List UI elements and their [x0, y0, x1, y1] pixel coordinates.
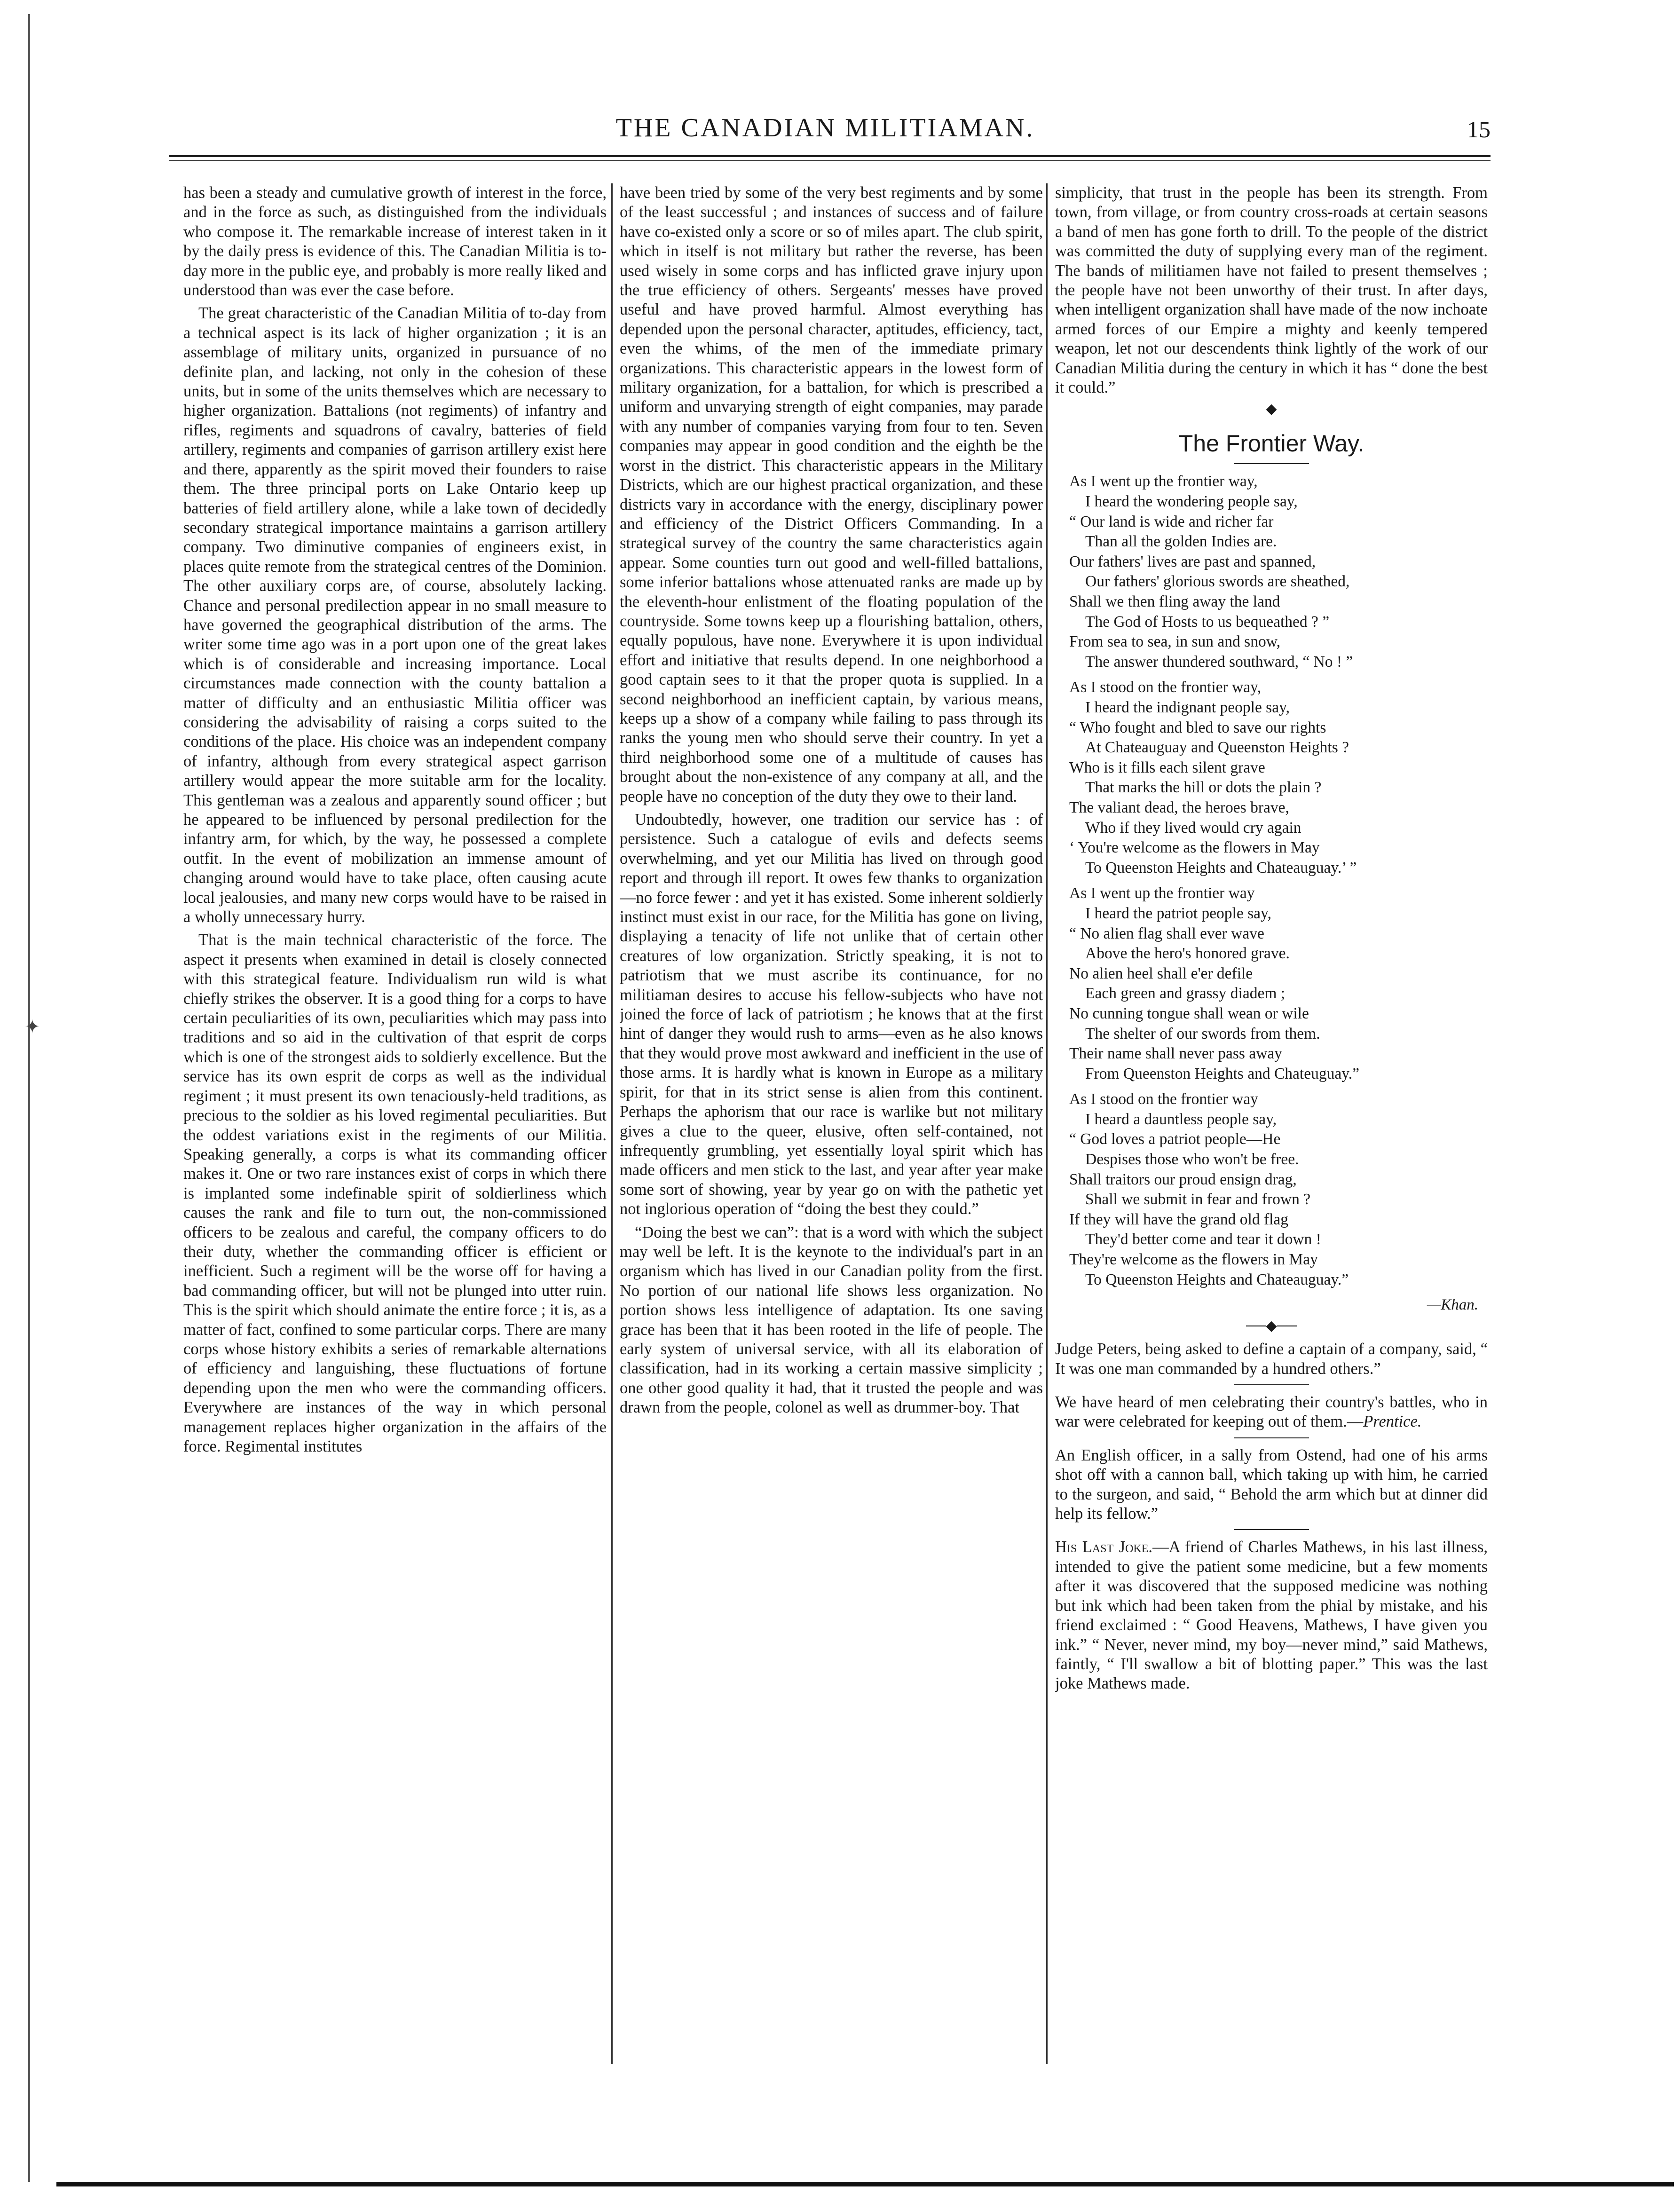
poem-line: I heard a dauntless people say,	[1085, 1110, 1277, 1128]
poem-line: They're welcome as the flowers in May	[1069, 1251, 1318, 1269]
poem-line: No cunning tongue shall wean or wile	[1069, 1004, 1309, 1022]
paragraph: The great characteristic of the Canadian Militia of to-day from a technical aspect is its lack of higher organization ; it is an assemblage of military units, organized in pursuance of no definite plan, and lacking, not only in the cohesion of these units, but in some of the units themselves which are necessary to higher organization. Battalions (not regiments) of infantry and rifles, regiments and squadrons of cavalry, batteries of field artillery, regiments and companies of garrison artillery exist here and there, apparently as the spirit moved their founders to raise them. The three principal ports on Lake Ontario keep up batteries of field artillery alone, while a lake town of decidedly secondary strategical importance maintains a garrison artillery company. Two diminutive companies of engineers exist, in places quite remote from the strategical centres of the Dominion. The other auxiliary corps are, of course, absolutely lacking. Chance and personal predilection appear in no small measure to have governed the geographical distribution of the arms. The writer some time ago was in a port upon one of the great lakes which is of considerable and increasing importance. Local circumstances made connection with the county battalion a matter of difficulty and an enthusiastic Militia officer was considering the advisability of raising a corps suited to the conditions of the place. His choice was an independent company of infantry, although from every strategical aspect garrison artillery would appear the more suitable arm for the locality. This gentleman was a zealous and apparently sound officer ; but he appeared to be influenced by personal predilection for the infantry arm, for which, by the way, he possessed a complete outfit. In the event of mobilization an immense amount of changing around would have to take place, often causing acute local jealousies, and many new corps would have to be raised in a wholly unnecessary hurry.	[183, 304, 607, 926]
header-rule	[169, 155, 1491, 161]
anecdote-prentice	[1055, 1393, 1488, 1432]
poem-author: —Khan.	[1427, 1296, 1478, 1314]
poem-line: That marks the hill or dots the plain ?	[1085, 779, 1322, 797]
poem-line: From sea to sea, in sun and snow,	[1069, 633, 1281, 651]
poem-line: “ God loves a patriot people—He	[1069, 1130, 1281, 1148]
poem-stanza	[1069, 884, 1488, 1084]
poem-stanzas	[1055, 472, 1488, 1290]
poem-line: Each green and grassy diadem ;	[1085, 985, 1286, 1002]
anecdote-heading: His Last Joke.	[1055, 1538, 1153, 1556]
poem-line: From Queenston Heights and Chateuguay.”	[1085, 1065, 1360, 1082]
article-column-3	[1055, 183, 1488, 2064]
section-ornament: ◆	[1266, 401, 1277, 417]
column-rule	[1046, 183, 1048, 2064]
poem	[1055, 429, 1488, 1314]
poem-line: “ Our land is wide and richer far	[1069, 513, 1274, 530]
title-rule	[1234, 463, 1309, 464]
poem-line: Above the hero's honored grave.	[1085, 945, 1290, 963]
separator-rule	[1234, 1384, 1309, 1385]
paragraph: has been a steady and cumulative growth of interest in the force, and in the force as such, as distinguished from the individuals who compose it. The remarkable increase of interest taken in it by the daily press is evidence of this. The Canadian Militia is to-day more in the public eye, and probably is more really liked and understood than was ever the case before.	[183, 184, 607, 300]
poem-line: ‘ You're welcome as the flowers in May	[1069, 839, 1320, 857]
footer-rule	[56, 2182, 1674, 2186]
page-edge-shadow	[28, 14, 30, 2182]
poem-line: I heard the indignant people say,	[1085, 699, 1290, 716]
poem-line: They'd better come and tear it down !	[1085, 1231, 1321, 1248]
page-number: 15	[1467, 116, 1491, 142]
poem-line: I heard the patriot people say,	[1085, 904, 1271, 922]
poem-line: Shall we submit in fear and frown ?	[1085, 1191, 1311, 1208]
anecdote-english-officer: An English officer, in a sally from Ostend, had one of his arms shot off with a cannon ball, which taking up with him, he carried to the surgeon, and said, “ Behold the arm which but at dinner did help its fellow.”	[1055, 1446, 1488, 1523]
anecdote-text: —A friend of Charles Mathews, in his last illness, intended to give the patient some medicine, but a few moments after it was discovered that the supposed medicine was nothing but ink which had been taken from the phial by mistake, and his friend exclaimed : “ Good Heavens, Mathews, I have given you ink.” “ Never, never mind, my boy—never mind,” said Mathews, faintly, “ I'll swallow a bit of blotting paper.” This was the last joke Mathews made.	[1055, 1538, 1488, 1693]
poem-line: Our fathers' lives are past and spanned,	[1069, 552, 1316, 570]
poem-line: I heard the wondering people say,	[1085, 493, 1298, 511]
poem-line: As I stood on the frontier way	[1069, 1090, 1258, 1108]
poem-line: The shelter of our swords from them.	[1085, 1025, 1320, 1042]
paragraph: have been tried by some of the very best regiments and by some of the least successful ; and instances of success and of failure have co-existed only a score or so of miles apart. The club spirit, which in itself is not military but rather the reverse, has been used wisely in some corps and has inflicted grave injury upon the true efficiency of others. Sergeants' messes have proved useful and have proved harmful. Almost everything has depended upon the personal character, aptitudes, efficiency, tact, even the whims, of the men of the immediate primary organizations. This characteristic appears in the lowest form of military organization, for a battalion, for which is prescribed a uniform and unvarying strength of eight companies, may parade with any number of companies varying from four to ten. Seven companies may appear in good condition and the eighth be the worst in the district. This characteristic appears in the Military Districts, which are our highest practical organization, and these districts vary in accordance with the energy, disciplinary power and efficiency of the District Officers Commanding. In a strategical survey of the country the same characteristics again appear. Some counties turn out good and well-filled battalions, some inferior battalions whose attenuated ranks are made up by the eleventh-hour enlistment of the floating population of the countryside. Some towns keep up a flourishing battalion, others, equally populous, have none. Everywhere it is upon individual effort and initiative that results depend. In one neighborhood a good captain sees to it that the proper quota is supplied. In a second neighborhood an inefficient captain, by various means, keeps up a show of a company while failing to pass through its ranks the young men who should serve their country. In yet a third neighborhood some one of a multitude of causes has brought about the non-existence of any company at all, and the people have no conception of the duty they owe to their land.	[620, 184, 1043, 805]
poem-line: The God of Hosts to us bequeathed ? ”	[1085, 613, 1330, 631]
poem-line: Who is it fills each silent grave	[1069, 758, 1265, 776]
poem-line: The valiant dead, the heroes brave,	[1069, 798, 1289, 816]
column-rule	[611, 183, 613, 2064]
poem-line: If they will have the grand old flag	[1069, 1210, 1289, 1228]
poem-line: Their name shall never pass away	[1069, 1045, 1283, 1063]
anecdote-last-joke	[1055, 1538, 1488, 1693]
separator-rule	[1234, 1437, 1309, 1438]
poem-stanza	[1069, 678, 1488, 878]
article-column-2	[620, 183, 1043, 2064]
poem-line: No alien heel shall e'er defile	[1069, 964, 1253, 982]
anecdote-author: Prentice.	[1363, 1413, 1422, 1431]
section-ornament: ──◆──	[1246, 1318, 1297, 1334]
paragraph: Undoubtedly, however, one tradition our service has : of persistence. Such a catalogue of evils and defects seems overwhelming, and yet our Militia has lived on through good report and through ill report. It owes few thanks to organization—no force fewer : and yet it has existed. Some inherent soldierly instinct must exist in our race, for the Militia has gone on living, displaying a tenacity of life not unlike that of certain other creatures of low organization. Strictly speaking, it is not to patriotism that we must ascribe its continuance, for no militiaman desires to accuse his fellow-subjects who have not joined the force of lack of patriotism ; he knows that at the first hint of danger they would rush to arms—even as he also knows that they would prove most awkward and inefficient in the use of those arms. It is hardly what is known in Europe as a military spirit, for that in its strict sense is alien from this continent. Perhaps the aphorism that our race is warlike but not military gives a clue to the queer, elusive, often self-contained, not infrequently grumbling, yet essentially loyal spirit which has made officers and men stick to the last, and year after year make some sort of showing, year by year go on with the pathetic yet not inglorious operation of “doing the best they could.”	[620, 811, 1043, 1218]
poem-line: Shall traitors our proud ensign drag,	[1069, 1170, 1297, 1188]
anecdote-judge-peters: Judge Peters, being asked to define a captain of a company, said, “ It was one man commanded by a hundred others.”	[1055, 1340, 1488, 1378]
poem-line: Shall we then fling away the land	[1069, 593, 1280, 611]
poem-stanza	[1069, 472, 1488, 672]
margin-ink-mark: ✦	[24, 1016, 40, 1037]
paragraph: “Doing the best we can”: that is a word with which the subject may well be left. It is the keynote to the individual's part in an organism which has lived in our Canadian polity from the first. No portion of our national life shows less organization. No portion shows less intelligence of adaptation. Its one saving grace has been that it has been rooted in the life of people. The early system of universal service, with all its elaboration of classification, had in its working a certain massive simplicity ; one other good quality it had, that it trusted the people and was drawn from the people, colonel as well as drummer-boy. That	[620, 1223, 1043, 1417]
poem-line: To Queenston Heights and Chateauguay.”	[1085, 1271, 1349, 1288]
poem-title: The Frontier Way.	[1178, 430, 1365, 457]
poem-line: As I stood on the frontier way,	[1069, 679, 1262, 696]
poem-line: Our fathers' glorious swords are sheathed,	[1085, 573, 1350, 591]
separator-rule	[1234, 1529, 1309, 1530]
running-title: THE CANADIAN MILITIAMAN.	[615, 113, 1035, 142]
poem-line: As I went up the frontier way,	[1069, 473, 1258, 490]
anecdote-text: We have heard of men celebrating their country's battles, who in war were celebrated for keeping out of them.—	[1055, 1393, 1488, 1431]
poem-line: As I went up the frontier way	[1069, 884, 1255, 902]
poem-line: The answer thundered southward, “ No ! ”	[1085, 653, 1353, 671]
poem-line: Despises those who won't be free.	[1085, 1151, 1299, 1168]
poem-line: At Chateauguay and Queenston Heights ?	[1085, 739, 1349, 757]
poem-line: “ Who fought and bled to save our rights	[1069, 718, 1326, 736]
poem-line: Who if they lived would cry again	[1085, 819, 1301, 837]
poem-stanza	[1069, 1089, 1488, 1290]
poem-line: “ No alien flag shall ever wave	[1069, 924, 1264, 942]
poem-line: To Queenston Heights and Chateauguay.’ ”	[1085, 859, 1357, 876]
paragraph: That is the main technical characteristic of the force. The aspect it presents when examined in detail is closely connected with this strategical feature. Individualism run wild is what chiefly strikes the observer. It is a good thing for a corps to have certain peculiarities of its own, peculiarities which may pass into traditions and so aid in the cultivation of that esprit de corps which is one of the strongest aids to soldierly excellence. But the service has its own esprit de corps as well as the individual regiment ; it must present its own tenaciously-held traditions, as precious to the soldier as his loved regimental peculiarities. But the oddest variations exist in the regiments of our Militia. Speaking generally, a corps is what its commanding officer makes it. One or two rare instances exist of corps in which there is implanted some indefinable spirit of soldierliness which causes the rank and file to turn out, the non-commissioned officers to be zealous and careful, the company officers to do their duty, whether the commanding officer is efficient or inefficient. Such a regiment will be the worse off for having a bad commanding officer, but will not be plunged into utter ruin. This is the spirit which should animate the entire force ; it is, as a matter of fact, confined to some particular corps. There are many corps whose history exhibits a series of remarkable alternations of efficiency and languishing, these fluctuations of fortune depending upon the men who were the commanding officers. Everywhere are instances of the way in which personal management replaces higher organization in the affairs of the force. Regimental institutes	[183, 931, 607, 1455]
poem-line: Than all the golden Indies are.	[1085, 533, 1277, 551]
paragraph: simplicity, that trust in the people has been its strength. From town, from village, or from country cross-roads at certain seasons a band of men has gone forth to drill. To the people of the district was committed the duty of supplying every man of the regiment. The bands of militiamen have not failed to present themselves ; the people have not been unworthy of their trust. In after days, when intelligent organization shall have made of the now inchoate armed forces of our Empire a mighty and keenly tempered weapon, let not our descendents think lightly of the work of our Canadian Militia during the century in which it has “ done the best it could.”	[1055, 184, 1488, 397]
page-header	[160, 103, 1491, 154]
article-column-1	[183, 183, 607, 2064]
